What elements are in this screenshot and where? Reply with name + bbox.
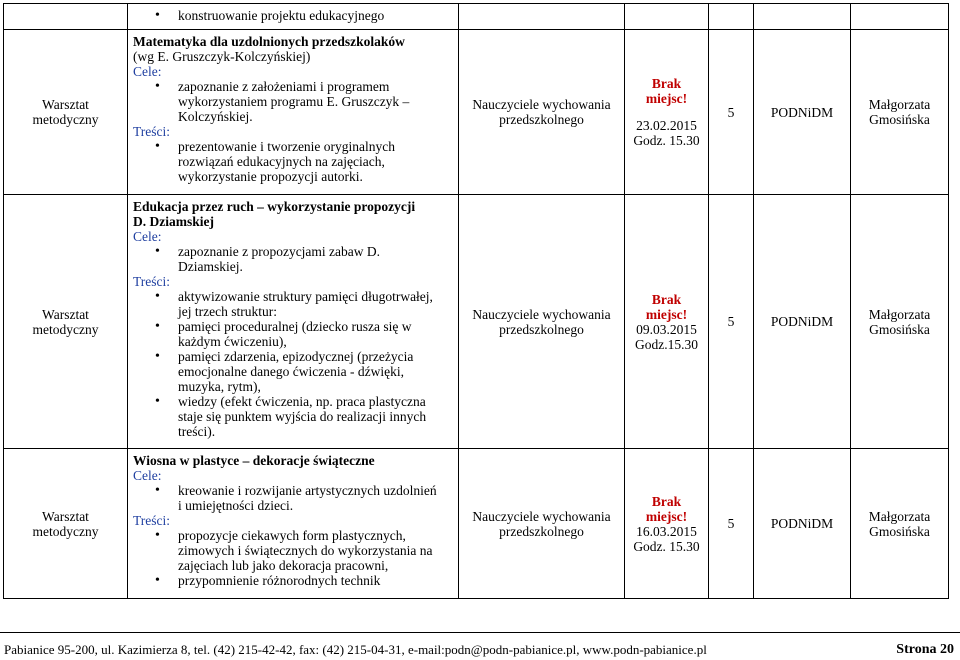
list-item: • zapoznanie z założeniami i programem wykorzystaniem programu E. Gruszczyk – Kolczyńskiej. [133,79,454,124]
list-item: • kreowanie i rozwijanie artystycznych uzdolnień i umiejętności dzieci. [133,483,454,513]
list-item: • konstruowanie projektu edukacyjnego [133,8,454,23]
status-badge: Brak [651,291,682,307]
list-item: • pamięci zdarzenia, epizodycznej (przeżycia emocjonalne danego ćwiczenia - dźwięki, muzyka, rytm), [133,349,454,394]
goals-label: Cele: [133,229,162,244]
form-cell: Warsztat metodyczny [4,30,128,195]
page-number: Strona 20 [896,642,954,657]
date: 09.03.2015 [636,321,697,337]
topic-cell: Edukacja przez ruch – wykorzystanie propozycji D. Dziamskiej Cele: • zapoznanie z propozycjami zabaw D. Dziamskiej. Treści: • aktywizowanie struktury pamięci długotrwałej, jej trzech struktur: • pamięci proceduralnej (dziecko rusza się w każdym ćwiczeniu), • pamięci zdarzenia, epizodycznej (przeżycia emocjonalne danego ćwiczenia - dźwięki, muzyka, rytm), • wiedzy (efekt ćwiczenia, np. praca plastyczna staje się punktem wyjścia do realizacji innych treści). [128,195,459,449]
footer-address: Pabianice 95-200, ul. Kazimierza 8, tel. (42) 215-42-42, fax: (42) 215-04-31, e-mail:podn@podn-pabianice.pl, www.podn-pabianice.pl [4,642,707,657]
time: Godz. 15.30 [633,538,700,554]
date-cell: Brak miejsc! 23.02.2015 Godz. 15.30 [625,30,709,195]
topic-cell [128,449,459,599]
date-cell: Brak miejsc! 09.03.2015 Godz.15.30 [625,195,709,449]
list-item: • przypomnienie różnorodnych technik [133,573,454,588]
table-row [4,30,949,195]
topic-title: Edukacja przez ruch – wykorzystanie propozycji [133,199,416,214]
list-item: • prezentowanie i tworzenie oryginalnych rozwiązań edukacyjnych na zajęciach, wykorzystanie propozycji autorki. [133,139,454,184]
contents-label: Treści: [133,513,171,528]
training-schedule-table [3,3,949,599]
contents-label: Treści: [133,124,171,139]
status-badge: Brak [651,76,682,91]
list-item: • wiedzy (efekt ćwiczenia, np. praca plastyczna staje się punktem wyjścia do realizacji innych treści). [133,394,454,439]
goals-label: Cele: [133,64,162,79]
table-row [4,195,949,449]
leader-cell: Małgorzata Gmosińska [851,449,949,599]
time: Godz. 15.30 [633,133,700,148]
form-cell: Warsztat metodyczny [4,449,128,599]
time: Godz.15.30 [635,336,698,352]
audience-cell: Nauczyciele wychowania przedszkolnego [459,449,625,599]
leader-cell: Małgorzata Gmosińska [851,30,949,195]
form-cell [4,4,128,30]
topic-title: Matematyka dla uzdolnionych przedszkolaków [133,34,405,49]
table-row [4,4,949,30]
contents-label: Treści: [133,274,171,289]
place-cell: PODNiDM [754,195,851,449]
page-footer [0,632,960,657]
topic-title: Wiosna w plastyce – dekoracje świąteczne [133,453,375,468]
list-item: • propozycje ciekawych form plastycznych, zimowych i świątecznych do wykorzystania na zajęciach lub jako dekoracja pracowni, [133,528,454,573]
hours-cell: 5 [709,449,754,599]
topic-cell: Matematyka dla uzdolnionych przedszkolaków (wg E. Gruszczyk-Kolczyńskiej) Cele: • zapoznanie z założeniami i programem wykorzystaniem programu E. Gruszczyk – Kolczyńskiej. Treści: • prezentowanie i tworzenie oryginalnych rozwiązań edukacyjnych na zajęciach, wykorzystanie propozycji autorki. [128,30,459,195]
form-cell: Warsztat metodyczny [4,195,128,449]
list-item: • zapoznanie z propozycjami zabaw D. Dziamskiej. [133,244,454,274]
goals-label: Cele: [133,468,162,483]
audience-cell: Nauczyciele wychowania przedszkolnego [459,195,625,449]
hours-cell: 5 [709,30,754,195]
place-cell: PODNiDM [754,449,851,599]
audience-cell: Nauczyciele wychowania przedszkolnego [459,30,625,195]
status-badge: Brak [651,493,682,509]
date-cell: Brak miejsc! 16.03.2015 Godz. 15.30 [625,449,709,599]
table-row [4,449,949,599]
hours-cell: 5 [709,195,754,449]
leader-cell: Małgorzata Gmosińska [851,195,949,449]
list-item: • aktywizowanie struktury pamięci długotrwałej, jej trzech struktur: [133,289,454,319]
date: 16.03.2015 [636,523,697,539]
list-item: • pamięci proceduralnej (dziecko rusza się w każdym ćwiczeniu), [133,319,454,349]
date: 23.02.2015 [636,118,697,133]
place-cell: PODNiDM [754,30,851,195]
topic-cell [128,4,459,30]
